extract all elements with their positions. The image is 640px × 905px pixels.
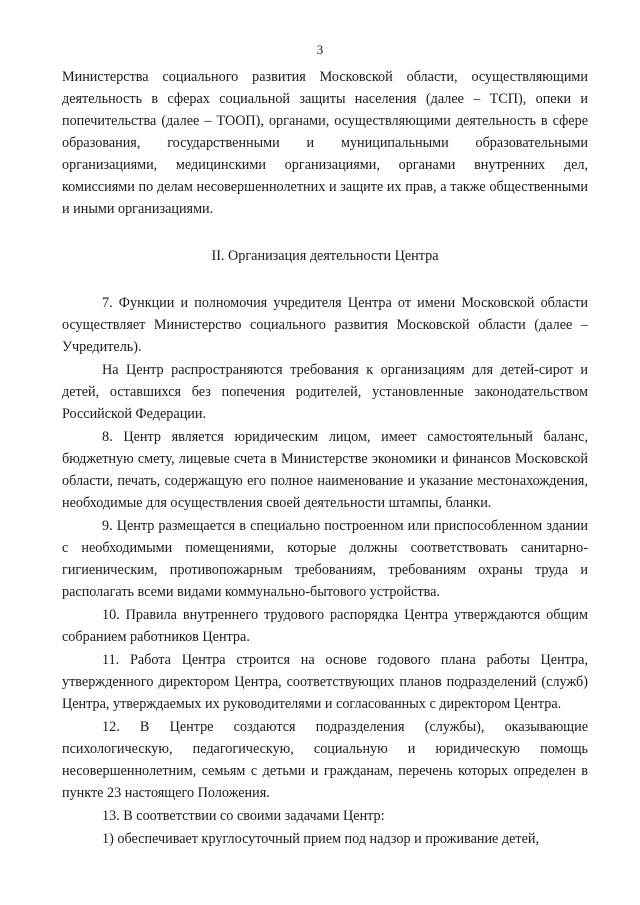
paragraph-12: 12. В Центре создаются подразделения (службы), оказывающие психологическую, педагогическую, социальную и юридическую помощь несовершеннолетним, семьям с детьми и гражданам, перечень которых определен в пункте 23 настоящего Положения. (62, 719, 588, 801)
intro-paragraph: Министерства социального развития Московской области, осуществляющими деятельность в сферах социальной защиты населения (далее – ТСП), опеки и попечительства (далее – ТООП), органами, осуществляющими деятельность в сфере образования, государственными и муниципальными образовательными организациями, медицинскими организациями, органами внутренних дел, комиссиями по делам несовершеннолетних и защите их прав, а также общественными и иными организациями. (62, 69, 588, 217)
section-heading: II. Организация деятельности Центра (211, 248, 439, 264)
page-number: 3 (316, 42, 324, 57)
paragraph-13-item-1: 1) обеспечивает круглосуточный прием под надзор и проживание детей, (102, 831, 540, 847)
paragraph-13: 13. В соответствии со своими задачами Центр: (102, 808, 385, 824)
paragraph-8: 8. Центр является юридическим лицом, имеет самостоятельный баланс, бюджетную смету, лицевые счета в Министерстве экономики и финансов Московской области, печать, содержащую его полное наименование и указание местонахождения, необходимые для осуществления своей деятельности штампы, бланки. (62, 429, 588, 511)
paragraph-10: 10. Правила внутреннего трудового распорядка Центра утверждаются общим собранием работников Центра. (62, 607, 588, 645)
paragraph-7: 7. Функции и полномочия учредителя Центра от имени Московской области осуществляет Министерство социального развития Московской области (далее – Учредитель). (62, 295, 588, 355)
paragraph-9: 9. Центр размещается в специально построенном или приспособленном здании с необходимыми помещениями, которые должны соответствовать санитарно-гигиеническим, противопожарным требованиям, требованиям охраны труда и располагать всеми видами коммунально-бытового устройства. (62, 518, 588, 600)
document-body (62, 66, 588, 850)
paragraph-11: 11. Работа Центра строится на основе годового плана работы Центра, утвержденного директором Центра, соответствующих планов подразделений (служб) Центра, утверждаемых их руководителями и согласованных с директором Центра. (62, 652, 588, 712)
paragraph-7-continuation: На Центр распространяются требования к организациям для детей-сирот и детей, оставшихся без попечения родителей, установленные законодательством Российской Федерации. (62, 362, 588, 422)
